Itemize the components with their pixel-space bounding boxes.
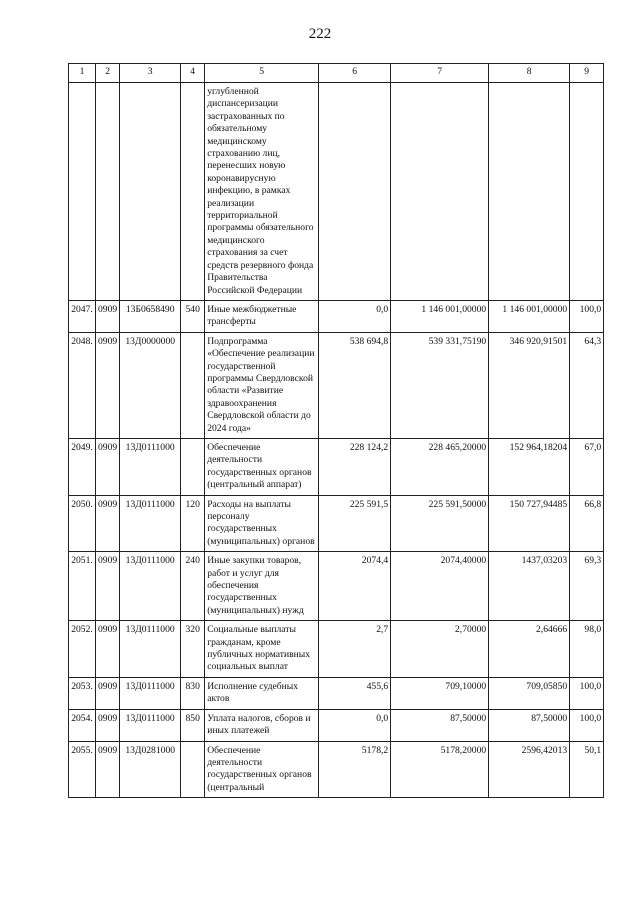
item-name-cell: Иные закупки товаров, работ и услуг для обеспечения государственных (муниципальных) нужд	[205, 552, 319, 621]
item-name-cell: Социальные выплаты гражданам, кроме публичных нормативных социальных выплат	[205, 621, 319, 678]
approved-amount-cell	[319, 83, 391, 301]
table-row	[69, 83, 604, 301]
budget-allocation-cell: 225 591,50000	[391, 495, 489, 552]
item-name-cell: Расходы на выплаты персоналу государственных (муниципальных) органов	[205, 495, 319, 552]
budget-allocation-cell: 5178,20000	[391, 741, 489, 798]
approved-amount-cell: 228 124,2	[319, 438, 391, 495]
row-number-cell: 2054.	[69, 709, 96, 741]
execution-percent-cell: 100,0	[570, 677, 604, 709]
execution-percent-cell: 98,0	[570, 621, 604, 678]
budget-table	[68, 63, 604, 798]
item-name-cell: Иные межбюджетные трансферты	[205, 300, 319, 332]
target-article-cell: 13Д0111000	[120, 438, 181, 495]
section-code-cell	[96, 83, 120, 301]
executed-amount-cell: 150 727,94485	[489, 495, 570, 552]
approved-amount-cell: 2074,4	[319, 552, 391, 621]
expense-type-cell	[181, 332, 205, 438]
table-row	[69, 677, 604, 709]
item-name-cell: углубленной диспансеризации застрахованных по обязательному медицинскому страхованию лиц, перенесших новую коронавирусную инфекцию, в рамках реализации территориальной программы обязательного медицинского страхования за счет средств резервного фонда Правительства Российской Федерации	[205, 83, 319, 301]
column-header: 8	[489, 64, 570, 83]
item-name-cell: Обеспечение деятельности государственных органов (центральный аппарат)	[205, 438, 319, 495]
approved-amount-cell: 225 591,5	[319, 495, 391, 552]
executed-amount-cell: 2596,42013	[489, 741, 570, 798]
executed-amount-cell: 346 920,91501	[489, 332, 570, 438]
target-article-cell: 13Д0111000	[120, 621, 181, 678]
execution-percent-cell: 69,3	[570, 552, 604, 621]
section-code-cell: 0909	[96, 552, 120, 621]
row-number-cell	[69, 83, 96, 301]
expense-type-cell: 540	[181, 300, 205, 332]
section-code-cell: 0909	[96, 495, 120, 552]
section-code-cell: 0909	[96, 438, 120, 495]
execution-percent-cell: 100,0	[570, 709, 604, 741]
budget-allocation-cell: 87,50000	[391, 709, 489, 741]
target-article-cell: 13Д0281000	[120, 741, 181, 798]
column-header: 3	[120, 64, 181, 83]
executed-amount-cell: 87,50000	[489, 709, 570, 741]
section-code-cell: 0909	[96, 621, 120, 678]
budget-allocation-cell: 228 465,20000	[391, 438, 489, 495]
expense-type-cell	[181, 83, 205, 301]
execution-percent-cell	[570, 83, 604, 301]
table-row	[69, 621, 604, 678]
target-article-cell	[120, 83, 181, 301]
target-article-cell: 13Д0000000	[120, 332, 181, 438]
expense-type-cell	[181, 741, 205, 798]
approved-amount-cell: 0,0	[319, 709, 391, 741]
budget-allocation-cell: 1 146 001,00000	[391, 300, 489, 332]
expense-type-cell: 850	[181, 709, 205, 741]
column-header: 5	[205, 64, 319, 83]
section-code-cell: 0909	[96, 709, 120, 741]
row-number-cell: 2051.	[69, 552, 96, 621]
item-name-cell: Обеспечение деятельности государственных органов (центральный	[205, 741, 319, 798]
execution-percent-cell: 100,0	[570, 300, 604, 332]
execution-percent-cell: 66,8	[570, 495, 604, 552]
target-article-cell: 13Д0111000	[120, 709, 181, 741]
expense-type-cell	[181, 438, 205, 495]
execution-percent-cell: 50,1	[570, 741, 604, 798]
table-row	[69, 332, 604, 438]
approved-amount-cell: 2,7	[319, 621, 391, 678]
table-row	[69, 552, 604, 621]
budget-allocation-cell: 709,10000	[391, 677, 489, 709]
executed-amount-cell	[489, 83, 570, 301]
section-code-cell: 0909	[96, 332, 120, 438]
section-code-cell: 0909	[96, 741, 120, 798]
budget-allocation-cell: 2,70000	[391, 621, 489, 678]
execution-percent-cell: 67,0	[570, 438, 604, 495]
row-number-cell: 2052.	[69, 621, 96, 678]
section-code-cell: 0909	[96, 300, 120, 332]
column-header: 2	[96, 64, 120, 83]
row-number-cell: 2050.	[69, 495, 96, 552]
row-number-cell: 2049.	[69, 438, 96, 495]
target-article-cell: 13Д0111000	[120, 552, 181, 621]
approved-amount-cell: 538 694,8	[319, 332, 391, 438]
row-number-cell: 2055.	[69, 741, 96, 798]
header-row	[69, 64, 604, 83]
item-name-cell: Уплата налогов, сборов и иных платежей	[205, 709, 319, 741]
expense-type-cell: 240	[181, 552, 205, 621]
row-number-cell: 2047.	[69, 300, 96, 332]
target-article-cell: 13Д0111000	[120, 495, 181, 552]
budget-allocation-cell	[391, 83, 489, 301]
executed-amount-cell: 1437,03203	[489, 552, 570, 621]
table-row	[69, 709, 604, 741]
approved-amount-cell: 5178,2	[319, 741, 391, 798]
column-header: 7	[391, 64, 489, 83]
budget-allocation-cell: 2074,40000	[391, 552, 489, 621]
column-header: 4	[181, 64, 205, 83]
target-article-cell: 13Д0111000	[120, 677, 181, 709]
page-number: 222	[308, 26, 332, 42]
item-name-cell: Исполнение судебных актов	[205, 677, 319, 709]
section-code-cell: 0909	[96, 677, 120, 709]
table-row	[69, 495, 604, 552]
column-header: 9	[570, 64, 604, 83]
expense-type-cell: 830	[181, 677, 205, 709]
table-row	[69, 438, 604, 495]
execution-percent-cell: 64,3	[570, 332, 604, 438]
row-number-cell: 2053.	[69, 677, 96, 709]
executed-amount-cell: 1 146 001,00000	[489, 300, 570, 332]
column-header: 1	[69, 64, 96, 83]
approved-amount-cell: 0,0	[319, 300, 391, 332]
approved-amount-cell: 455,6	[319, 677, 391, 709]
expense-type-cell: 320	[181, 621, 205, 678]
executed-amount-cell: 2,64666	[489, 621, 570, 678]
target-article-cell: 13Б0658490	[120, 300, 181, 332]
executed-amount-cell: 709,05850	[489, 677, 570, 709]
row-number-cell: 2048.	[69, 332, 96, 438]
column-header: 6	[319, 64, 391, 83]
item-name-cell: Подпрограмма «Обеспечение реализации государственной программы Свердловской области «Развитие здравоохранения Свердловской области до 2024 года»	[205, 332, 319, 438]
table-row	[69, 741, 604, 798]
budget-allocation-cell: 539 331,75190	[391, 332, 489, 438]
expense-type-cell: 120	[181, 495, 205, 552]
executed-amount-cell: 152 964,18204	[489, 438, 570, 495]
table-row	[69, 300, 604, 332]
